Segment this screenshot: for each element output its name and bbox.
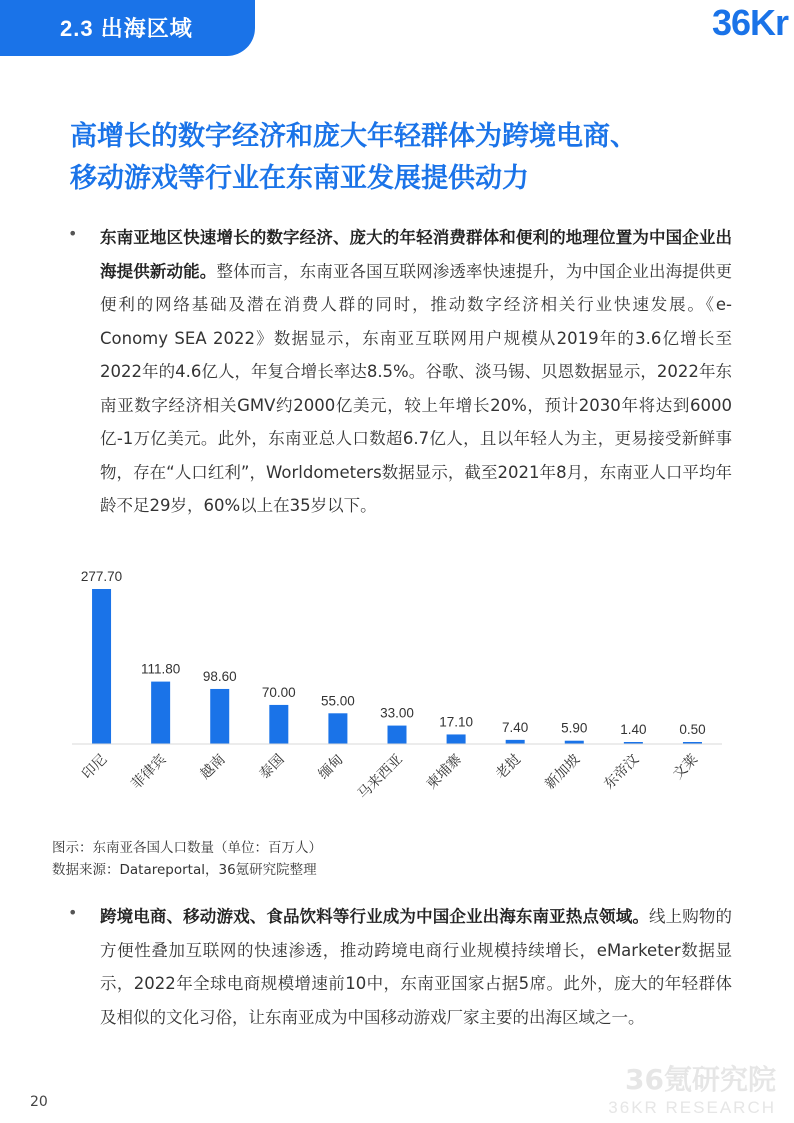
watermark-cn: 36氪研究院: [625, 1063, 776, 1096]
bar-6: [447, 734, 466, 744]
bar-value-label: 55.00: [321, 693, 355, 709]
category-label: 缅甸: [314, 750, 347, 782]
bar-2: [210, 689, 229, 744]
bar-0: [92, 589, 111, 744]
category-label: 东帝汶: [600, 750, 642, 792]
paragraph-hot-industries: [100, 900, 732, 1034]
bar-value-label: 277.70: [80, 569, 123, 584]
bar-value-label: 33.00: [380, 705, 414, 721]
bar-4: [328, 713, 347, 744]
bullet-dot: •: [68, 903, 78, 922]
source-caption: 数据来源：Datareportal，36氪研究院整理: [52, 862, 317, 878]
category-label: 文莱: [669, 750, 701, 782]
watermark-en: 36KR RESEARCH: [608, 1098, 776, 1117]
category-label: 马来西亚: [354, 750, 406, 802]
bar-value-label: 111.80: [140, 661, 181, 677]
category-label: 老挝: [492, 750, 524, 782]
paragraph-lead: 东南亚地区快速增长的数字经济、庞大的年轻消费群体和便利的地理位置为中国企业出海提供新动能。: [100, 228, 732, 281]
chart-labels: [79, 569, 706, 802]
bar-value-label: 7.40: [502, 719, 529, 735]
population-bar-chart: [0, 560, 794, 840]
category-label: 新加坡: [541, 750, 583, 792]
paragraph-body: 线上购物的方便性叠加互联网的快速渗透，推动跨境电商行业规模持续增长，eMarketer数据显示，2022年全球电商规模增速前10中，东南亚国家占据5席。此外，庞大的年轻群体及相似的文化习俗，让东南亚成为中国移动游戏厂家主要的出海区域之一。: [100, 907, 733, 1027]
section-title: 2.3 出海区域: [60, 16, 193, 41]
bar-value-label: 17.10: [439, 714, 473, 730]
category-label: 柬埔寨: [423, 750, 465, 792]
bar-3: [269, 705, 288, 744]
category-label: 越南: [196, 750, 228, 782]
figure-caption: 图示：东南亚各国人口数量（单位：百万人）: [52, 840, 322, 856]
paragraph-body: 整体而言，东南亚各国互联网渗透率快速提升，为中国企业出海提供更便利的网络基础及潜在消费人群的同时，推动数字经济相关行业快速发展。《e-Conomy SEA 2022》数据显示，东南亚互联网用户规模从2019年的3.6亿增长至2022年的4.6亿人，年复合增长率达8.5%。谷歌、淡马锡、贝恩数据显示，2022年东南亚数字经济相关GMV约2000亿美元，较上年增长20%，预计2030年将达到6000亿-1万亿美元。此外，东南亚总人口数超6.7亿人，且以年轻人为主，更易接受新鲜事物，存在“人口红利”，Worldometers数据显示，截至2021年8月，东南亚人口平均年龄不足29岁，60%以上在35岁以下。: [100, 261, 733, 515]
chart-bars: [92, 589, 702, 744]
page-number: 20: [30, 1094, 48, 1110]
brand-logo: 36Kr: [711, 2, 788, 43]
category-label: 菲律宾: [127, 750, 169, 792]
section-header-bar: [0, 0, 255, 56]
category-label: 印尼: [78, 750, 110, 782]
bar-5: [388, 726, 407, 744]
paragraph-digital-economy: [100, 221, 732, 523]
page-title-line1: 高增长的数字经济和庞大年轻群体为跨境电商、: [70, 121, 637, 152]
bar-value-label: 0.50: [679, 722, 706, 737]
bullet-dot: •: [68, 224, 78, 243]
watermark: [608, 1058, 776, 1118]
bar-value-label: 98.60: [202, 668, 237, 684]
category-label: 泰国: [255, 750, 287, 782]
page-title-line2: 移动游戏等行业在东南亚发展提供动力: [70, 163, 529, 194]
bar-value-label: 1.40: [620, 722, 647, 737]
paragraph-lead: 跨境电商、移动游戏、食品饮料等行业成为中国企业出海东南亚热点领域。: [100, 907, 649, 926]
bar-1: [151, 682, 170, 744]
page-title: [70, 116, 750, 200]
bar-value-label: 70.00: [261, 684, 296, 700]
bar-7: [506, 740, 525, 744]
bar-value-label: 5.90: [561, 720, 588, 736]
